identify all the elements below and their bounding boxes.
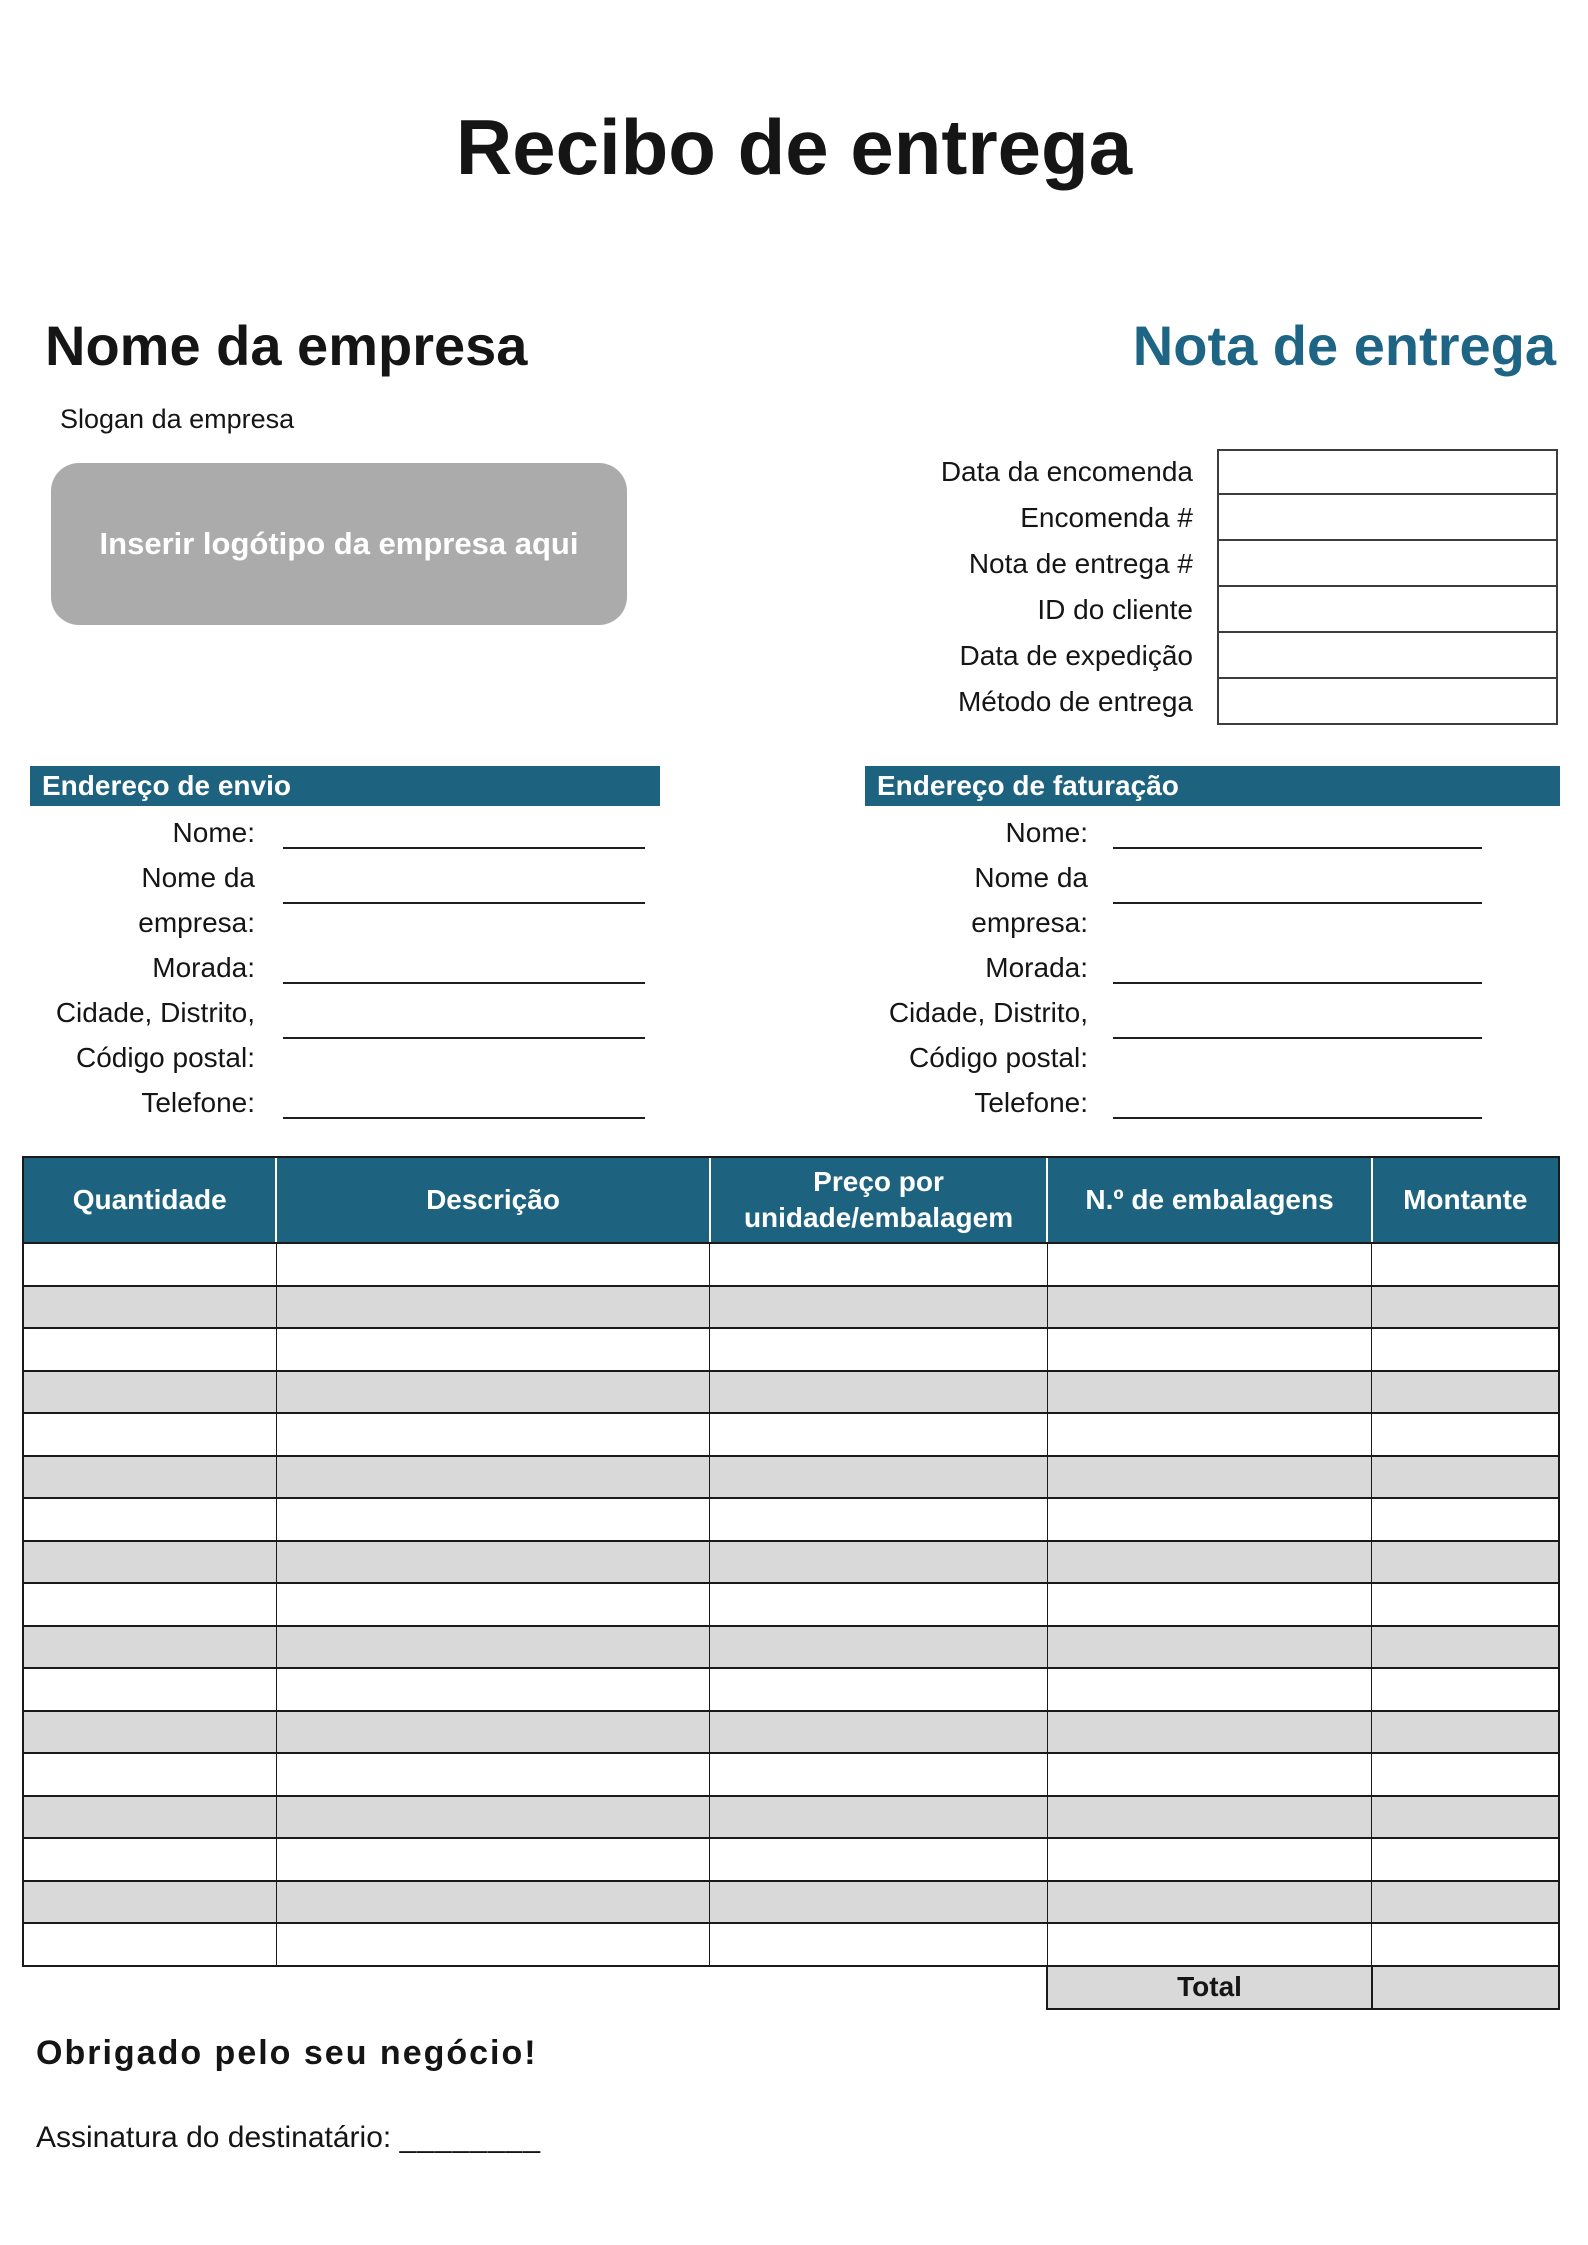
address-section bbox=[30, 766, 1560, 1125]
address-field-line[interactable] bbox=[1113, 945, 1482, 984]
order-field-label: Encomenda # bbox=[1020, 502, 1193, 534]
address-field-label: Nome da empresa: bbox=[138, 862, 255, 939]
table-cell[interactable] bbox=[23, 1371, 276, 1414]
table-cell[interactable] bbox=[276, 1838, 709, 1881]
table-cell[interactable] bbox=[23, 1796, 276, 1839]
table-row bbox=[23, 1881, 1559, 1924]
order-field-row bbox=[645, 633, 1558, 679]
address-field-line[interactable] bbox=[283, 855, 645, 904]
table-cell[interactable] bbox=[1047, 1668, 1371, 1711]
address-field-row bbox=[30, 945, 660, 990]
table-row bbox=[23, 1711, 1559, 1754]
order-field-row bbox=[645, 541, 1558, 587]
page-title: Recibo de entrega bbox=[455, 103, 1133, 191]
table-row bbox=[23, 1328, 1559, 1371]
table-cell[interactable] bbox=[710, 1668, 1048, 1711]
address-field-line[interactable] bbox=[1113, 855, 1482, 904]
table-cell[interactable] bbox=[1047, 1371, 1371, 1414]
table-cell[interactable] bbox=[1047, 1413, 1371, 1456]
table-cell[interactable] bbox=[710, 1626, 1048, 1669]
table-cell[interactable] bbox=[23, 1626, 276, 1669]
total-value-cell[interactable] bbox=[1372, 1966, 1559, 2009]
address-field-label: Nome: bbox=[172, 817, 255, 849]
column-header-package-count: N.º de embalagens bbox=[1047, 1157, 1371, 1243]
address-field-row bbox=[865, 945, 1560, 990]
table-cell[interactable] bbox=[23, 1243, 276, 1286]
items-table-body bbox=[23, 1243, 1559, 1966]
table-cell[interactable] bbox=[1372, 1328, 1559, 1371]
order-field-label: Data de expedição bbox=[959, 640, 1193, 672]
table-row bbox=[23, 1626, 1559, 1669]
table-cell[interactable] bbox=[276, 1413, 709, 1456]
table-cell[interactable] bbox=[23, 1498, 276, 1541]
table-row bbox=[23, 1413, 1559, 1456]
table-cell[interactable] bbox=[1372, 1583, 1559, 1626]
table-cell[interactable] bbox=[276, 1626, 709, 1669]
column-header-description: Descrição bbox=[276, 1157, 709, 1243]
table-cell[interactable] bbox=[710, 1796, 1048, 1839]
signature-line[interactable]: ________ bbox=[399, 2120, 542, 2154]
table-cell[interactable] bbox=[1047, 1328, 1371, 1371]
table-cell[interactable] bbox=[1372, 1456, 1559, 1499]
table-cell[interactable] bbox=[1372, 1923, 1559, 1966]
address-field-row bbox=[865, 990, 1560, 1080]
table-row bbox=[23, 1243, 1559, 1286]
table-cell[interactable] bbox=[276, 1541, 709, 1584]
table-cell[interactable] bbox=[1372, 1243, 1559, 1286]
order-field-row bbox=[645, 495, 1558, 541]
table-row bbox=[23, 1838, 1559, 1881]
address-field-label: Cidade, Distrito, Código postal: bbox=[888, 997, 1088, 1074]
table-cell[interactable] bbox=[1372, 1796, 1559, 1839]
table-cell[interactable] bbox=[710, 1711, 1048, 1754]
table-cell[interactable] bbox=[276, 1668, 709, 1711]
order-field-input[interactable] bbox=[1217, 541, 1558, 587]
column-header-unit-price: Preço por unidade/embalagem bbox=[710, 1157, 1048, 1243]
table-cell[interactable] bbox=[710, 1456, 1048, 1499]
order-field-input[interactable] bbox=[1217, 587, 1558, 633]
table-cell[interactable] bbox=[276, 1328, 709, 1371]
top-section bbox=[45, 314, 1558, 725]
table-cell[interactable] bbox=[276, 1923, 709, 1966]
table-cell[interactable] bbox=[710, 1286, 1048, 1329]
address-field-label: Morada: bbox=[985, 952, 1088, 984]
table-cell[interactable] bbox=[23, 1753, 276, 1796]
items-table-header-row bbox=[23, 1157, 1559, 1243]
table-cell[interactable] bbox=[276, 1371, 709, 1414]
address-field-line[interactable] bbox=[1113, 1080, 1482, 1119]
order-field-input[interactable] bbox=[1217, 679, 1558, 725]
thank-you-text: Obrigado pelo seu negócio! bbox=[36, 2033, 538, 2072]
table-cell[interactable] bbox=[710, 1371, 1048, 1414]
table-cell[interactable] bbox=[1047, 1456, 1371, 1499]
address-field-row bbox=[30, 990, 660, 1080]
order-field-input[interactable] bbox=[1217, 449, 1558, 495]
shipping-address-block bbox=[30, 766, 660, 1125]
order-field-label: Método de entrega bbox=[957, 686, 1193, 718]
table-cell[interactable] bbox=[710, 1838, 1048, 1881]
table-cell[interactable] bbox=[23, 1456, 276, 1499]
table-cell[interactable] bbox=[276, 1286, 709, 1329]
table-cell[interactable] bbox=[23, 1583, 276, 1626]
table-cell[interactable] bbox=[23, 1413, 276, 1456]
address-field-line[interactable] bbox=[1113, 990, 1482, 1039]
address-field-line[interactable] bbox=[283, 945, 645, 984]
address-field-row bbox=[865, 1080, 1560, 1125]
order-field-input[interactable] bbox=[1217, 633, 1558, 679]
table-row bbox=[23, 1286, 1559, 1329]
address-field-row bbox=[865, 855, 1560, 945]
table-cell[interactable] bbox=[276, 1881, 709, 1924]
address-field-line[interactable] bbox=[283, 810, 645, 849]
billing-address-fields bbox=[865, 810, 1560, 1125]
table-cell[interactable] bbox=[1372, 1881, 1559, 1924]
table-cell[interactable] bbox=[1047, 1923, 1371, 1966]
items-table bbox=[22, 1156, 1560, 2010]
table-row bbox=[23, 1456, 1559, 1499]
table-cell[interactable] bbox=[1372, 1838, 1559, 1881]
table-cell[interactable] bbox=[710, 1413, 1048, 1456]
address-field-label: Telefone: bbox=[974, 1087, 1088, 1119]
table-cell[interactable] bbox=[23, 1711, 276, 1754]
table-cell[interactable] bbox=[23, 1286, 276, 1329]
table-cell[interactable] bbox=[710, 1328, 1048, 1371]
table-cell[interactable] bbox=[1372, 1626, 1559, 1669]
billing-address-block bbox=[865, 766, 1560, 1125]
order-info-block bbox=[645, 314, 1558, 725]
table-cell[interactable] bbox=[23, 1923, 276, 1966]
order-field-label: Data da encomenda bbox=[940, 456, 1193, 488]
table-cell[interactable] bbox=[1047, 1626, 1371, 1669]
order-field-row bbox=[645, 587, 1558, 633]
column-header-quantity: Quantidade bbox=[23, 1157, 276, 1243]
address-field-label: Nome da empresa: bbox=[971, 862, 1088, 939]
table-row bbox=[23, 1796, 1559, 1839]
address-field-label: Telefone: bbox=[141, 1087, 255, 1119]
total-row bbox=[23, 1966, 1559, 2009]
table-cell[interactable] bbox=[23, 1541, 276, 1584]
order-field-input[interactable] bbox=[1217, 495, 1558, 541]
total-row-spacer bbox=[23, 1966, 1047, 2009]
company-name: Nome da empresa bbox=[45, 314, 528, 377]
table-cell[interactable] bbox=[23, 1328, 276, 1371]
table-cell[interactable] bbox=[276, 1456, 709, 1499]
company-block bbox=[45, 314, 645, 725]
address-field-label: Morada: bbox=[152, 952, 255, 984]
total-label-cell: Total bbox=[1047, 1966, 1371, 2009]
table-row bbox=[23, 1753, 1559, 1796]
table-cell[interactable] bbox=[276, 1711, 709, 1754]
order-fields bbox=[645, 449, 1558, 725]
address-field-line[interactable] bbox=[1113, 810, 1482, 849]
address-field-line[interactable] bbox=[283, 990, 645, 1039]
table-cell[interactable] bbox=[1372, 1371, 1559, 1414]
billing-address-header: Endereço de faturação bbox=[865, 766, 1560, 806]
table-cell[interactable] bbox=[710, 1498, 1048, 1541]
table-cell[interactable] bbox=[1372, 1668, 1559, 1711]
column-header-amount: Montante bbox=[1372, 1157, 1559, 1243]
address-field-row bbox=[865, 810, 1560, 855]
table-cell[interactable] bbox=[23, 1838, 276, 1881]
order-field-label: Nota de entrega # bbox=[968, 548, 1193, 580]
table-cell[interactable] bbox=[23, 1881, 276, 1924]
table-cell[interactable] bbox=[1372, 1711, 1559, 1754]
address-field-row bbox=[30, 1080, 660, 1125]
table-cell[interactable] bbox=[1047, 1881, 1371, 1924]
table-row bbox=[23, 1498, 1559, 1541]
address-field-label: Nome: bbox=[1005, 817, 1088, 849]
table-cell[interactable] bbox=[1372, 1753, 1559, 1796]
table-cell[interactable] bbox=[276, 1583, 709, 1626]
table-row bbox=[23, 1583, 1559, 1626]
shipping-address-header: Endereço de envio bbox=[30, 766, 660, 806]
table-row bbox=[23, 1371, 1559, 1414]
signature-label: Assinatura do destinatário: bbox=[36, 2120, 392, 2154]
table-cell[interactable] bbox=[1047, 1541, 1371, 1584]
table-cell[interactable] bbox=[1047, 1711, 1371, 1754]
table-cell[interactable] bbox=[276, 1243, 709, 1286]
address-field-row bbox=[30, 855, 660, 945]
table-cell[interactable] bbox=[1047, 1796, 1371, 1839]
order-field-row bbox=[645, 679, 1558, 725]
table-cell[interactable] bbox=[1047, 1286, 1371, 1329]
table-cell[interactable] bbox=[276, 1498, 709, 1541]
signature-row bbox=[36, 2121, 1588, 2155]
table-row bbox=[23, 1541, 1559, 1584]
table-cell[interactable] bbox=[1047, 1498, 1371, 1541]
table-cell[interactable] bbox=[1372, 1541, 1559, 1584]
company-slogan: Slogan da empresa bbox=[60, 404, 295, 435]
company-logo-placeholder[interactable] bbox=[51, 463, 627, 625]
table-cell[interactable] bbox=[710, 1243, 1048, 1286]
table-cell[interactable] bbox=[1047, 1838, 1371, 1881]
table-cell[interactable] bbox=[276, 1796, 709, 1839]
table-cell[interactable] bbox=[1372, 1413, 1559, 1456]
address-field-row bbox=[30, 810, 660, 855]
table-cell[interactable] bbox=[710, 1881, 1048, 1924]
table-cell[interactable] bbox=[710, 1583, 1048, 1626]
order-field-label: ID do cliente bbox=[1037, 594, 1193, 626]
table-cell[interactable] bbox=[1372, 1286, 1559, 1329]
delivery-note-heading: Nota de entrega bbox=[1132, 314, 1556, 377]
table-cell[interactable] bbox=[710, 1923, 1048, 1966]
table-cell[interactable] bbox=[276, 1753, 709, 1796]
logo-placeholder-text: Inserir logótipo da empresa aqui bbox=[99, 526, 579, 562]
table-cell[interactable] bbox=[23, 1668, 276, 1711]
table-cell[interactable] bbox=[1047, 1753, 1371, 1796]
table-row bbox=[23, 1668, 1559, 1711]
shipping-address-fields bbox=[30, 810, 660, 1125]
table-cell[interactable] bbox=[1372, 1498, 1559, 1541]
table-row bbox=[23, 1923, 1559, 1966]
address-field-label: Cidade, Distrito, Código postal: bbox=[55, 997, 255, 1074]
table-cell[interactable] bbox=[710, 1541, 1048, 1584]
address-field-line[interactable] bbox=[283, 1080, 645, 1119]
table-cell[interactable] bbox=[1047, 1583, 1371, 1626]
table-cell[interactable] bbox=[1047, 1243, 1371, 1286]
order-field-row bbox=[645, 449, 1558, 495]
table-cell[interactable] bbox=[710, 1753, 1048, 1796]
